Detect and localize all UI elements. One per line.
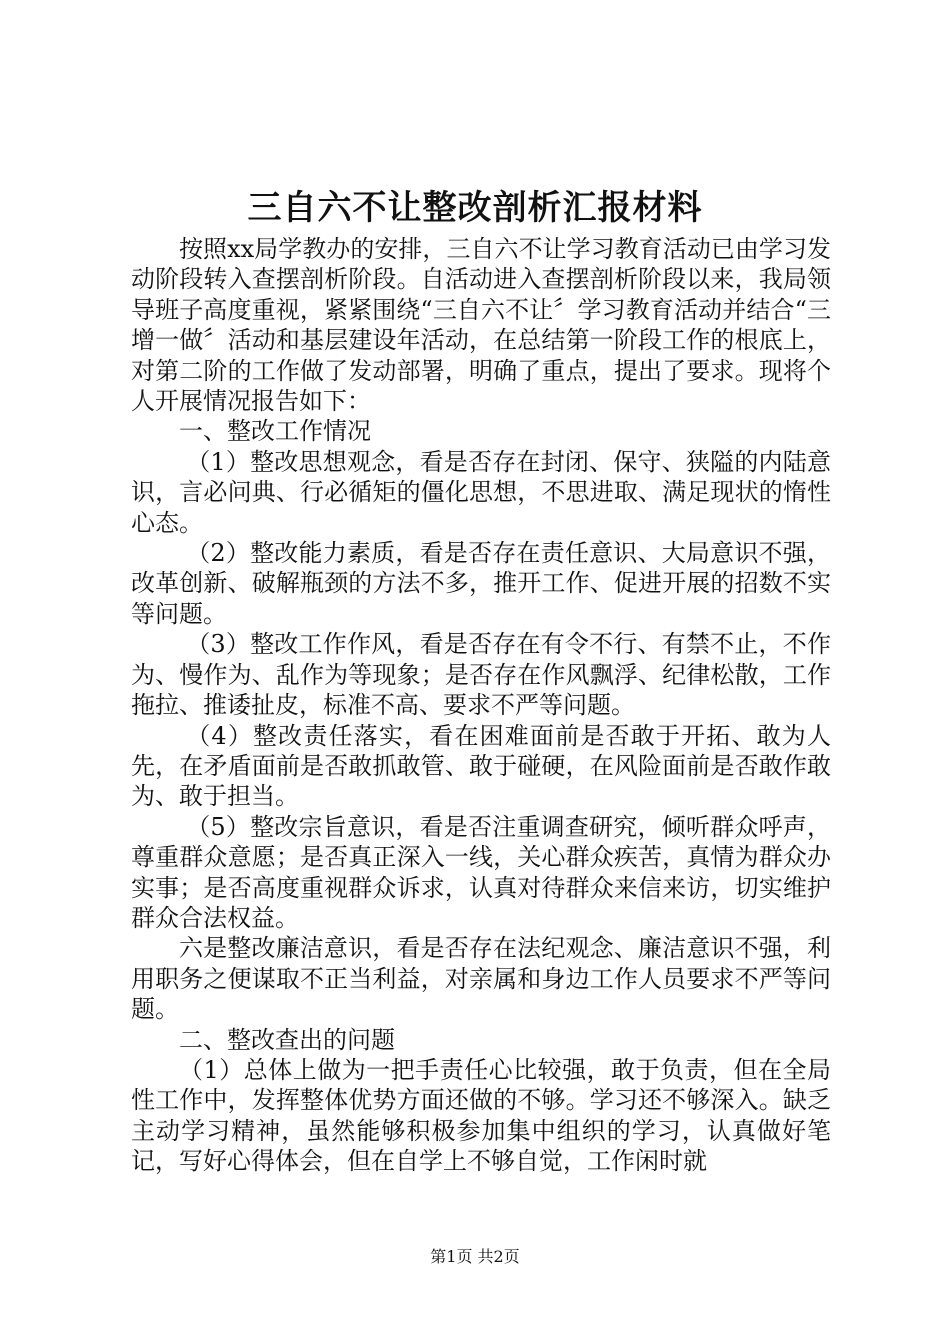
page-footer: 第1页 共2页 [430,1247,520,1266]
document-title: 三自六不让整改剖析汇报材料 [247,188,703,228]
list-item: （1）整改思想观念，看是否存在封闭、保守、狭隘的内陆意识，言必问典、行必循矩的僵化思想，不思进取、满足现状的惰性心态。 [131,447,831,537]
list-item: （5）整改宗旨意识，看是否注重调查研究，倾听群众呼声，尊重群众意愿；是否真正深入一线，关心群众疾苦，真情为群众办实事；是否高度重视群众诉求，认真对待群众来信来访，切实维护群众合法权益。 [131,812,831,932]
intro-paragraph: 按照xx局学教办的安排，三自六不让学习教育活动已由学习发动阶段转入查摆剖析阶段。自活动进入查摆剖析阶段以来，我局领导班子高度重视，紧紧围绕“三自六不让〞学习教育活动并结合“三增一做〞活动和基层建设年活动，在总结第一阶段工作的根底上，对第二阶的工作做了发动部署，明确了重点，提出了要求。现将个人开展情况报告如下： [131,235,831,416]
section-heading-1: 一、整改工作情况 [179,417,371,446]
list-item: （3）整改工作作风，看是否存在有令不行、有禁不止，不作为、慢作为、乱作为等现象；是否存在作风飘浮、纪律松散，工作拖拉、推诿扯皮，标准不高、要求不严等问题。 [131,630,831,720]
body-paragraph: 六是整改廉洁意识，看是否存在法纪观念、廉洁意识不强，利用职务之便谋取不正当利益，对亲属和身边工作人员要求不严等问题。 [131,934,831,1024]
body-paragraph: （1）总体上做为一把手责任心比较强，敢于负责，但在全局性工作中，发挥整体优势方面还做的不够。学习还不够深入。缺乏主动学习精神，虽然能够积极参加集中组织的学习，认真做好笔记，写好心得体会，但在自学上不够自觉，工作闲时就 [131,1055,831,1176]
section-heading-2: 二、整改查出的问题 [179,1025,395,1054]
list-item: （4）整改责任落实，看在困难面前是否敢于开拓、敢为人先，在矛盾面前是否敢抓敢管、敢于碰硬，在风险面前是否敢作敢为、敢于担当。 [131,721,831,811]
document-body [131,234,831,1177]
list-item: （2）整改能力素质，看是否存在责任意识、大局意识不强，改革创新、破解瓶颈的方法不多，推开工作、促进开展的招数不实等问题。 [131,539,831,628]
